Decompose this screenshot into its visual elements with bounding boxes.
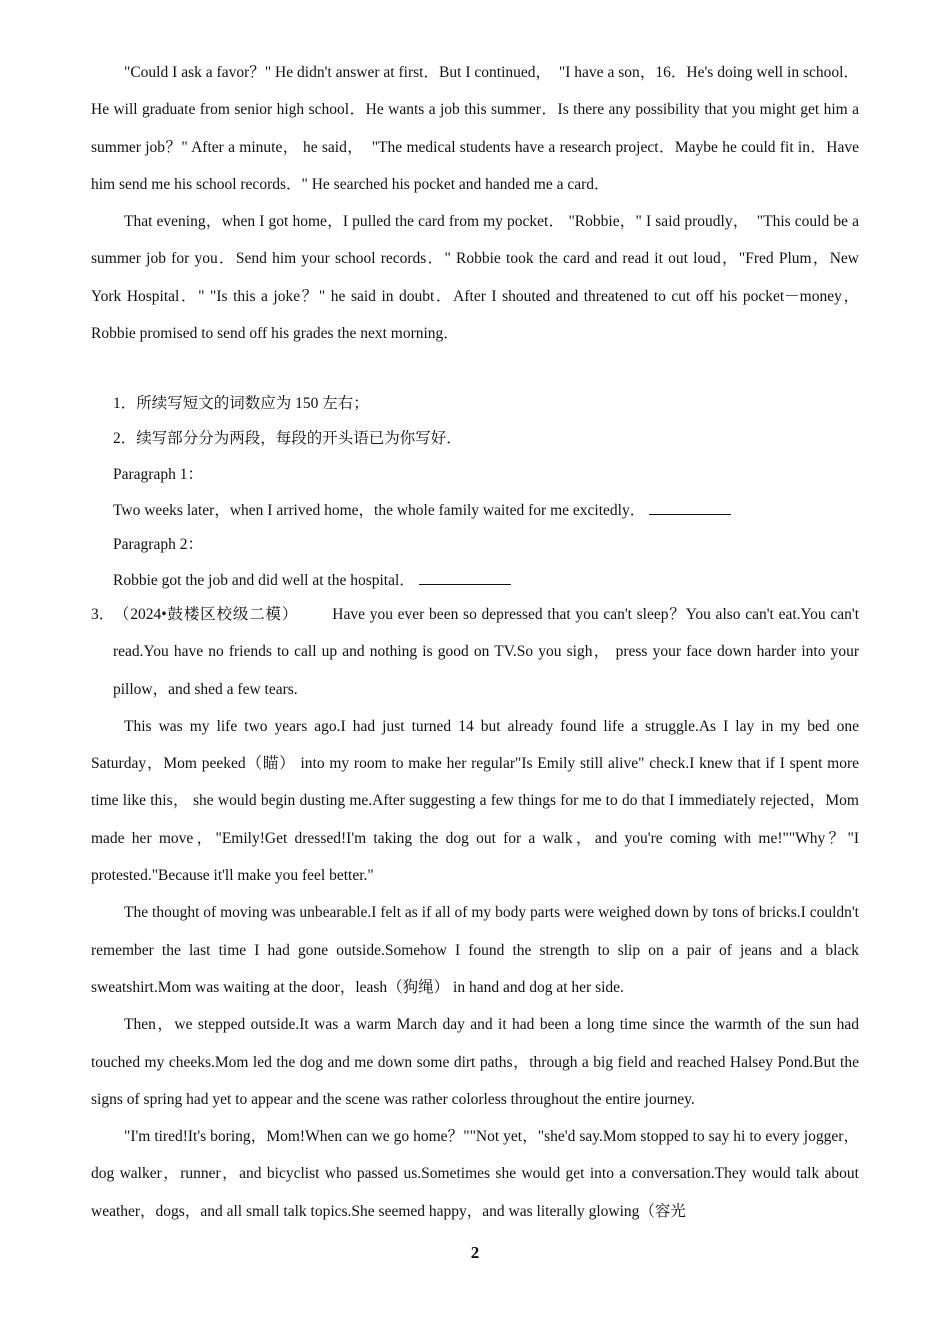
- paragraph1-start: [113, 500, 859, 521]
- passage-paragraph: This was my life two years ago.I had just turned 14 but already found life a struggle.As I lay in my bed one Saturday，Mom peeked（瞄） into my room to make her regular"Is Emily still alive" check.I knew that if I spent more time like this， she would begin dusting me.After suggesting a few things for me to do that I immediately rejected，Mom made her move，"Emily!Get dressed!I'm taking the dog out for a walk，and you're coming with me!""Why？"I protested."Because it'll make you feel better.": [91, 717, 859, 885]
- instruction-1: 1．所续写短文的词数应为 150 左右；: [113, 395, 369, 412]
- paragraph2-label: Paragraph 2：: [113, 536, 203, 553]
- question-number: 3．: [91, 606, 115, 623]
- paragraph2-start-text: Robbie got the job and did well at the hospital．: [113, 572, 415, 589]
- question-3-intro: [91, 596, 859, 708]
- answer-blank: [419, 570, 511, 585]
- passage-paragraph: That evening，when I got home，I pulled the card from my pocket． "Robbie，" I said proudly， "This could be a summer job for you．Send him your school records．" Robbie took the card and read it out loud，"Fred Plum，New York Hospital．" "Is this a joke？" he said in doubt．After I shouted and threatened to cut off his pocket－money，Robbie promised to send off his grades the next morning．: [91, 213, 859, 343]
- paragraph1-start-text: Two weeks later，when I arrived home，the whole family waited for me excitedly．: [113, 502, 646, 519]
- paragraph1-label: Paragraph 1：: [113, 466, 203, 483]
- passage-paragraph: Then，we stepped outside.It was a warm March day and it had been a long time since the warmth of the sun had touched my cheeks.Mom led the dog and me down some dirt paths，through a big field and reached Halsey Pond.But the signs of spring had yet to appear and the scene was rather colorless throughout the entire journey.: [91, 1016, 859, 1108]
- passage-top: [91, 54, 859, 352]
- answer-blank: [649, 500, 731, 515]
- question-source: （2024•鼓楼区校级二模）: [113, 606, 299, 623]
- page-number: 2: [470, 1243, 480, 1262]
- passage-paragraph: "I'm tired!It's boring，Mom!When can we go home？""Not yet，"she'd say.Mom stopped to say hi to every jogger，dog walker，runner，and bicyclist who passed us.Sometimes she would get into a conversation.They would talk about weather，dogs，and all small talk topics.She seemed happy，and was literally glowing（容光: [91, 1128, 860, 1220]
- passage-paragraph: "Could I ask a favor？" He didn't answer at first．But I continued， "I have a son，16．He's doing well in school．He will graduate from senior high school．He wants a job this summer．Is there any possibility that you might get him a summer job？" After a minute， he said， "The medical students have a research project．Maybe he could fit in．Have him send me his school records．" He searched his pocket and handed me a card．: [91, 64, 859, 193]
- question-3-first-text: Have you ever been so depressed that you can't sleep？You also can't eat.You can't read.You have no friends to call up and nothing is good on TV.So you sigh， press your face down harder into your pillow，and shed a few tears.: [113, 606, 859, 698]
- instruction-2: 2．续写部分分为两段，每段的开头语已为你写好．: [113, 430, 462, 447]
- question-3: [91, 596, 859, 1230]
- passage-paragraph: The thought of moving was unbearable.I felt as if all of my body parts were weighed down by tons of bricks.I couldn't remember the last time I had gone outside.Somehow I found the strength to slip on a pair of jeans and a black sweatshirt.Mom was waiting at the door，leash（狗绳） in hand and dog at her side.: [91, 904, 859, 996]
- paragraph2-start: [113, 570, 859, 591]
